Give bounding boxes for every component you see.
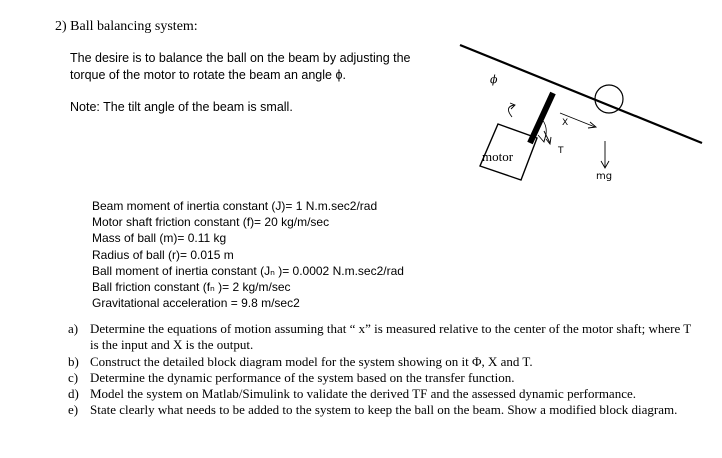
problem-heading: 2) Ball balancing system: xyxy=(55,19,198,34)
questions-list xyxy=(68,321,698,419)
question-text: State clearly what needs to be added to the system to keep the ball on the beam. Show a modified block diagram. xyxy=(90,402,678,418)
question-text: Determine the equations of motion assuming that “ x” is measured relative to the center of the motor shaft; where T is the input and X is the output. xyxy=(90,321,691,353)
problem-note: Note: The tilt angle of the beam is small. xyxy=(70,100,293,114)
problem-description: The desire is to balance the ball on the beam by adjusting the torque of the motor to rotate the beam an angle ϕ. xyxy=(70,51,411,82)
constant-line: Gravitational acceleration = 9.8 m/sec2 xyxy=(92,296,300,311)
question-text: Construct the detailed block diagram model for the system showing on it Φ, X and T. xyxy=(90,353,533,369)
question-label: a) xyxy=(68,321,79,336)
ball-circle xyxy=(595,85,623,113)
motor-label: motor xyxy=(482,149,514,164)
question-item xyxy=(68,321,698,354)
constant-line: Mass of ball (m)= 0.11 kg xyxy=(92,231,227,246)
question-label: b) xyxy=(68,353,79,369)
mg-label: mg xyxy=(596,171,613,182)
question-item xyxy=(68,354,698,370)
x-label: X xyxy=(562,118,569,128)
phi-label: ϕ xyxy=(490,73,498,86)
constant-line: Motor shaft friction constant (f)= 20 kg/m/sec xyxy=(92,215,330,230)
question-label: c) xyxy=(68,369,79,385)
question-text: Determine the dynamic performance of the system based on the transfer function. xyxy=(90,369,515,385)
constant-line: Ball friction constant (fₙ )= 2 kg/m/sec xyxy=(92,280,291,295)
torque-label: T xyxy=(558,146,564,156)
constant-line: Ball moment of inertia constant (Jₙ )= 0.0002 N.m.sec2/rad xyxy=(92,263,404,278)
constant-line: Beam moment of inertia constant (J)= 1 N.m.sec2/rad xyxy=(92,199,378,213)
question-label: e) xyxy=(68,402,79,418)
question-text: Model the system on Matlab/Simulink to validate the derived TF and the assessed dynamic performance. xyxy=(90,386,636,402)
constant-line: Radius of ball (r)= 0.015 m xyxy=(92,247,234,262)
question-item xyxy=(68,386,698,402)
question-item xyxy=(68,402,698,418)
constants-list xyxy=(92,198,404,311)
motor-shaft xyxy=(530,93,553,143)
question-item xyxy=(68,370,698,386)
question-label: d) xyxy=(68,386,79,402)
ball-beam-diagram xyxy=(440,35,710,185)
